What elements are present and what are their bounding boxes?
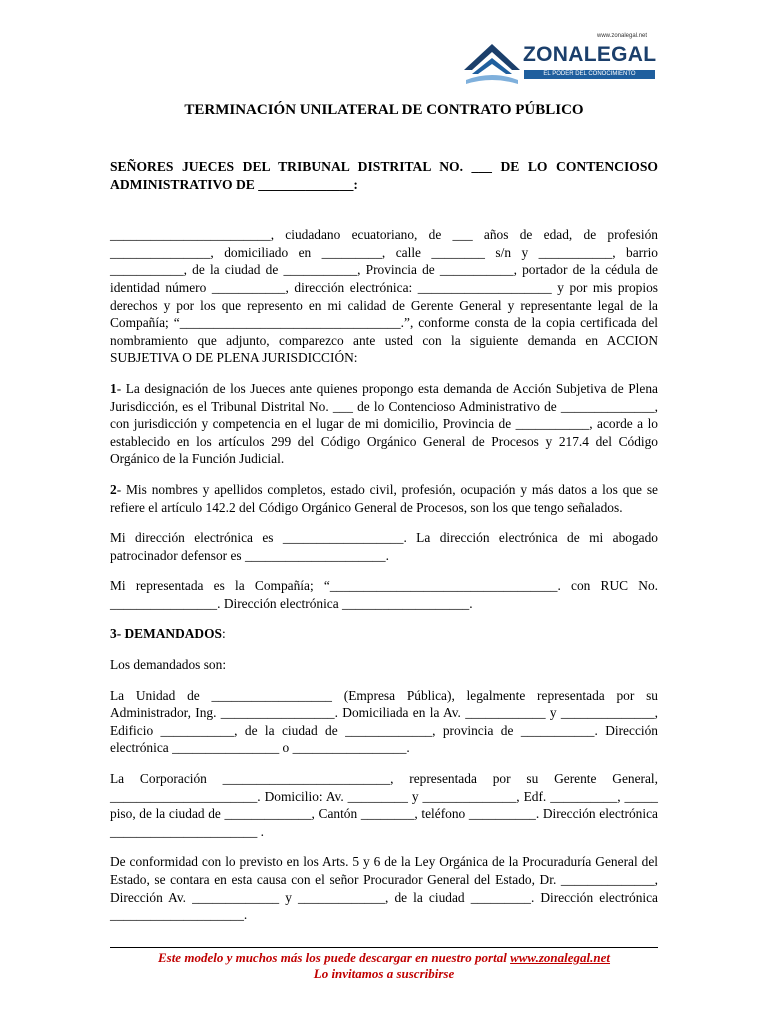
logo-name: ZONALEGAL bbox=[523, 43, 657, 66]
section-3-colon: : bbox=[221, 626, 226, 642]
section-2 bbox=[110, 481, 658, 516]
footer-text: Este modelo y muchos más los puede descargar en nuestro portal bbox=[157, 950, 511, 965]
addressee: SEÑORES JUECES DEL TRIBUNAL DISTRITAL NO. ___ DE LO CONTENCIOSO ADMINISTRATIVO DE ______________: bbox=[110, 159, 658, 192]
intro-paragraph: ________________________, ciudadano ecuatoriano, de ___ años de edad, de profesión _______________, domiciliado en _________, calle ________ s/n y ___________, barrio ___________, de la ciudad de ___________, Provincia de ___________, portador de la cédula de identidad número ___________, dirección electrónica: ____________________ y por mis propios derechos y por los que represento en mi calidad de Gerente General y representante legal de la Compañía; “_________________________________.”, conforme consta de la copia certificada del nombramiento que adjunto, comparezco ante usted con la siguiente demanda en ACCION SUBJETIVA O DE PLENA JURISDICCIÓN: bbox=[110, 227, 658, 366]
logo-url: www.zonalegal.net bbox=[597, 33, 648, 39]
footer bbox=[110, 950, 658, 982]
zonalegal-logo bbox=[462, 32, 662, 84]
procurador-paragraph: De conformidad con lo previsto en los Arts. 5 y 6 de la Ley Orgánica de la Procuraduría General del Estado, se contara en esta causa con el señor Procurador General del Estado, Dr. ______________, Dirección Av. _____________ y _____________, de la ciudad _________. Dirección electrónica ____________________. bbox=[110, 854, 658, 923]
unidad-paragraph: La Unidad de __________________ (Empresa Pública), legalmente representada por su Administrador, Ing. _________________. Domiciliada en la Av. ____________ y ______________, Edificio ___________, de la ciudad de _____________, provincia de ___________. Dirección electrónica ________________ o _________________. bbox=[110, 687, 658, 756]
house-roof-icon bbox=[462, 40, 522, 88]
footer-link[interactable]: www.zonalegal.net bbox=[510, 950, 611, 965]
section-2-number: 2 bbox=[110, 481, 117, 497]
footer-divider bbox=[110, 947, 658, 948]
footer-line-1 bbox=[110, 950, 658, 966]
section-1 bbox=[110, 380, 658, 468]
email-paragraph: Mi dirección electrónica es __________________. La dirección electrónica de mi abogado patrocinador defensor es _____________________. bbox=[110, 530, 658, 563]
section-2-text: - Mis nombres y apellidos completos, estado civil, profesión, ocupación y más datos a los que se refiere el artículo 142.2 del Código Orgánico General de Procesos, son los que tengo señalados. bbox=[110, 481, 658, 515]
section-1-number: 1 bbox=[110, 380, 117, 396]
footer-line-2: Lo invitamos a suscribirse bbox=[313, 966, 455, 981]
demandados-intro: Los demandados son: bbox=[110, 657, 227, 673]
section-3-heading bbox=[110, 625, 658, 643]
company-paragraph: Mi representada es la Compañía; “__________________________________. con RUC No. ________________. Dirección electrónica ___________________. bbox=[110, 578, 658, 611]
logo-tagline: EL PODER DEL CONOCIMIENTO bbox=[524, 70, 655, 79]
document-body bbox=[110, 158, 658, 937]
section-1-text: - La designación de los Jueces ante quienes propongo esta demanda de Acción Subjetiva de Plena Jurisdicción, es el Tribunal Distrital No. ___ de lo Contencioso Administrativo de ______________, con jurisdicción y competencia en el lugar de mi domicilio, Provincia de ___________, acorde a lo establecido en los artículos 299 del Código Orgánico General de Procesos y 217.4 del Código Orgánico de la Función Judicial. bbox=[110, 380, 658, 467]
section-3-heading-text: 3- DEMANDADOS bbox=[110, 626, 222, 642]
document-title: TERMINACIÓN UNILATERAL DE CONTRATO PÚBLICO bbox=[184, 102, 584, 118]
corporacion-paragraph: La Corporación _________________________, representada por su Gerente General, ______________________. Domicilio: Av. _________ y ______________, Edf. __________, _____ piso, de la ciudad de _____________, Cantón ________, teléfono __________. Dirección electrónica ______________________ . bbox=[110, 771, 658, 839]
